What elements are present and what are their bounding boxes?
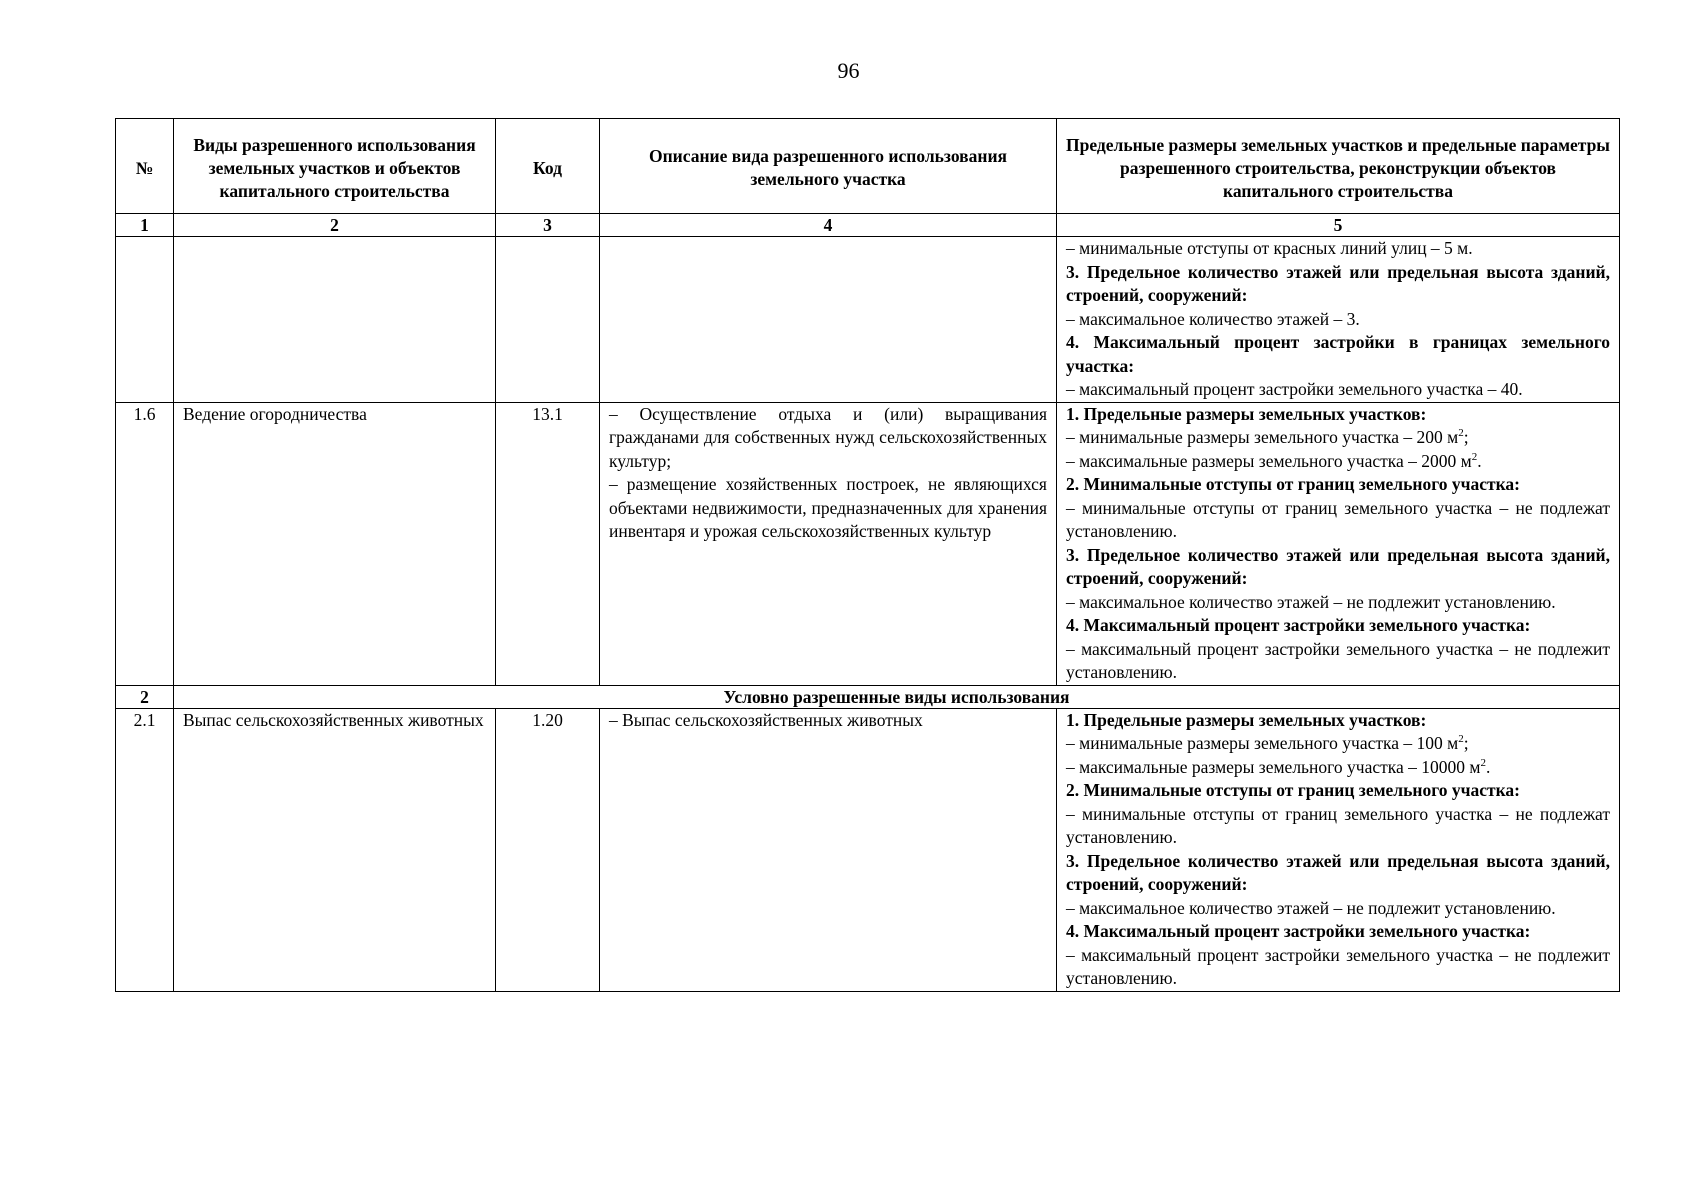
row-num: 2.1 <box>116 708 174 991</box>
row-num: 1.6 <box>116 402 174 685</box>
limit-heading: 1. Предельные размеры земельных участков: <box>1066 709 1427 730</box>
row-code: 13.1 <box>496 402 600 685</box>
column-number: 3 <box>496 214 600 237</box>
limit-text: – максимальные размеры земельного участка – 10000 м <box>1066 756 1481 777</box>
row-num-cell <box>116 237 174 403</box>
row-type: Ведение огородничества <box>174 402 496 685</box>
limit-line: – максимальное количество этажей – не подлежит установлению. <box>1066 591 1556 612</box>
limit-sup: 2 <box>1471 450 1478 463</box>
header-row <box>116 119 1620 214</box>
limit-sup: 2 <box>1458 427 1464 440</box>
limit-line: – максимальный процент застройки земельного участка – не подлежит установлению. <box>1066 638 1610 682</box>
row-code-cell <box>496 237 600 403</box>
section-title: Условно разрешенные виды использования <box>174 685 1620 708</box>
column-number: 1 <box>116 214 174 237</box>
limit-sup: 2 <box>1480 756 1486 769</box>
table-row <box>116 237 1620 403</box>
row-type: Выпас сельскохозяйственных животных <box>174 708 496 991</box>
row-limits <box>1057 708 1620 991</box>
limit-heading: 2. Минимальные отступы от границ земельного участка: <box>1066 474 1520 494</box>
page-number: 96 <box>837 58 860 83</box>
header-num: № <box>116 119 174 214</box>
limit-heading: 3. Предельное количество этажей или предельная высота зданий, строений, сооружений: <box>1066 544 1610 588</box>
header-limits: Предельные размеры земельных участков и предельные параметры разрешенного строительства, реконструкции объектов капитального строительства <box>1057 119 1620 214</box>
limit-sup: 2 <box>1458 733 1464 746</box>
section-num: 2 <box>116 685 174 708</box>
section-row <box>116 685 1620 708</box>
limit-text: – минимальные размеры земельного участка – 200 м <box>1066 427 1459 447</box>
header-type: Виды разрешенного использования земельных участков и объектов капитального строительства <box>174 119 496 214</box>
limit-heading: 3. Предельное количество этажей или предельная высота зданий, строений, сооружений: <box>1066 850 1610 894</box>
limit-heading: 3. Предельное количество этажей или предельная высота зданий, строений, сооружений: <box>1066 261 1610 305</box>
header-code: Код <box>496 119 600 214</box>
limit-line: – максимальное количество этажей – не подлежит установлению. <box>1066 897 1556 918</box>
limit-line <box>1066 732 1610 756</box>
column-number-row <box>116 214 1620 237</box>
limit-text: – максимальные размеры земельного участка – 2000 м <box>1066 450 1472 471</box>
limit-line <box>1066 756 1610 780</box>
limit-text: – минимальные размеры земельного участка – 100 м <box>1066 733 1459 753</box>
limit-heading: 4. Максимальный процент застройки земельного участка: <box>1066 615 1531 635</box>
row-description-cell <box>600 237 1057 403</box>
limit-line: – максимальный процент застройки земельного участка – 40. <box>1066 379 1523 399</box>
header-description: Описание вида разрешенного использования земельного участка <box>600 119 1057 214</box>
limit-tail: ; <box>1463 733 1469 753</box>
limit-line: – минимальные отступы от границ земельного участка – не подлежат установлению. <box>1066 803 1610 847</box>
table-row <box>116 708 1620 991</box>
land-use-table <box>115 118 1620 992</box>
table-row <box>116 402 1620 685</box>
row-limits <box>1057 402 1620 685</box>
limit-tail: ; <box>1463 427 1469 447</box>
column-number: 2 <box>174 214 496 237</box>
limit-line: – максимальный процент застройки земельного участка – не подлежит установлению. <box>1066 944 1610 988</box>
description-line: – Выпас сельскохозяйственных животных <box>609 709 923 730</box>
row-description <box>600 708 1057 991</box>
limit-heading: 4. Максимальный процент застройки земельного участка: <box>1066 921 1531 941</box>
limit-heading: 2. Минимальные отступы от границ земельного участка: <box>1066 780 1520 800</box>
row-type-cell <box>174 237 496 403</box>
limit-line <box>1066 426 1610 450</box>
row-description <box>600 402 1057 685</box>
limit-heading: 4. Максимальный процент застройки в границах земельного участка: <box>1066 332 1610 376</box>
limit-line: – максимальное количество этажей – 3. <box>1066 308 1360 329</box>
description-line: – размещение хозяйственных построек, не являющихся объектами недвижимости, предназначенных для хранения инвентаря и урожая сельскохозяйственных культур <box>609 474 1047 541</box>
limit-tail: . <box>1485 756 1491 777</box>
limit-line <box>1066 450 1610 474</box>
column-number: 4 <box>600 214 1057 237</box>
limit-heading: 1. Предельные размеры земельных участков: <box>1066 403 1427 424</box>
row-limits-cell <box>1057 237 1620 403</box>
limit-line: – минимальные отступы от границ земельного участка – не подлежат установлению. <box>1066 497 1610 541</box>
limit-tail: . <box>1477 450 1482 471</box>
column-number: 5 <box>1057 214 1620 237</box>
description-line: – Осуществление отдыха и (или) выращивания гражданами для собственных нужд сельскохозяйственных культур; <box>609 403 1047 471</box>
row-code: 1.20 <box>496 708 600 991</box>
limit-line: – минимальные отступы от красных линий улиц – 5 м. <box>1066 238 1473 258</box>
